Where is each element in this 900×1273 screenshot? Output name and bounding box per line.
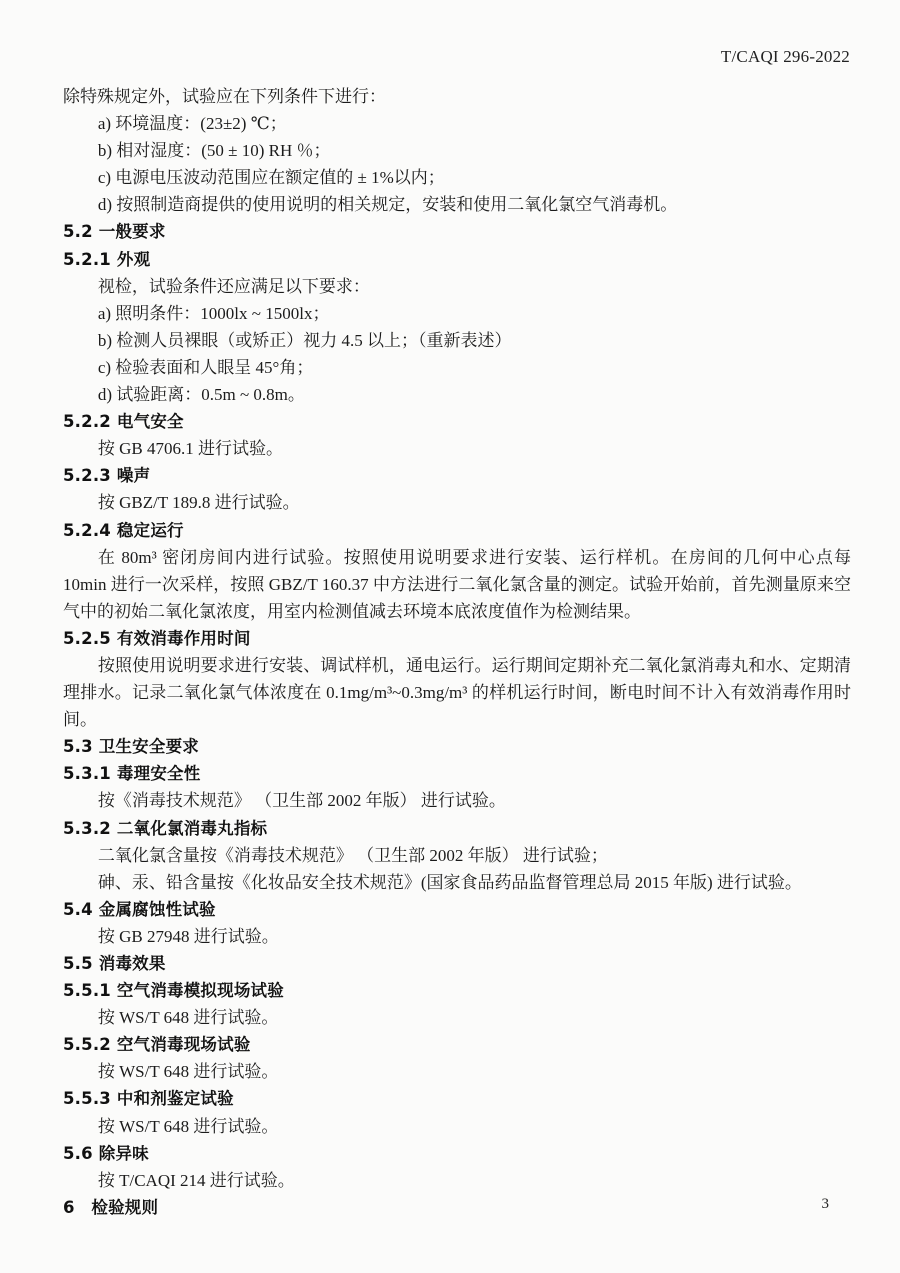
list-item-b: b) 相对湿度：(50 ± 10) RH ％； <box>97 141 331 161</box>
heading-5-5-1: 5.5.1 空气消毒模拟现场试验 <box>63 981 284 1001</box>
paragraph-5-3-2-b: 砷、汞、铅含量按《化妆品安全技术规范》(国家食品药品监督管理总局 2015 年版) 进行试验。 <box>97 872 802 892</box>
heading-6: 6 检验规则 <box>63 1197 159 1217</box>
heading-5-5-3: 5.5.3 中和剂鉴定试验 <box>63 1089 234 1109</box>
paragraph-5-5-2: 按 WS/T 648 进行试验。 <box>97 1062 279 1082</box>
page-number: 3 <box>821 1196 829 1212</box>
list-item-a: a) 照明条件：1000lx ~ 1500lx； <box>97 303 330 323</box>
heading-5-2-2: 5.2.2 电气安全 <box>63 412 184 432</box>
heading-5-3-1: 5.3.1 毒理安全性 <box>63 764 201 784</box>
list-item-c: c) 检验表面和人眼呈 45°角； <box>97 357 314 377</box>
paragraph-5-2-2: 按 GB 4706.1 进行试验。 <box>97 439 283 459</box>
heading-5-5-2: 5.5.2 空气消毒现场试验 <box>63 1035 251 1055</box>
paragraph-5-3-1: 按《消毒技术规范》 （卫生部 2002 年版） 进行试验。 <box>97 791 506 811</box>
list-item-a: a) 环境温度：(23±2) ℃； <box>97 114 287 134</box>
list-item-d: d) 按照制造商提供的使用说明的相关规定，安装和使用二氧化氯空气消毒机。 <box>97 195 678 215</box>
heading-5-2-3: 5.2.3 噪声 <box>63 466 151 486</box>
paragraph-5-5-3: 按 WS/T 648 进行试验。 <box>97 1116 279 1136</box>
standard-number: T/CAQI 296-2022 <box>720 47 850 66</box>
heading-5-3-2: 5.3.2 二氧化氯消毒丸指标 <box>63 818 268 838</box>
list-item-c: c) 电源电压波动范围应在额定值的 ± 1%以内； <box>97 168 445 188</box>
list-item-b: b) 检测人员裸眼（或矫正）视力 4.5 以上；（重新表述） <box>97 330 512 350</box>
heading-5-6: 5.6 除异味 <box>63 1143 149 1163</box>
paragraph-5-5-1: 按 WS/T 648 进行试验。 <box>97 1008 279 1028</box>
heading-5-5: 5.5 消毒效果 <box>63 954 166 973</box>
heading-5-4: 5.4 金属腐蚀性试验 <box>63 899 216 919</box>
list-item-d: d) 试验距离：0.5m ~ 0.8m。 <box>97 385 305 405</box>
heading-5-2-5: 5.2.5 有效消毒作用时间 <box>63 628 251 648</box>
paragraph-intro: 除特殊规定外，试验应在下列条件下进行： <box>63 87 386 106</box>
heading-5-3: 5.3 卫生安全要求 <box>63 737 199 757</box>
heading-5-2-4: 5.2.4 稳定运行 <box>63 520 184 540</box>
paragraph-5-4: 按 GB 27948 进行试验。 <box>97 926 279 946</box>
heading-5-2: 5.2 一般要求 <box>63 222 166 242</box>
heading-5-2-1: 5.2.1 外观 <box>63 249 151 269</box>
paragraph-5-2-3: 按 GBZ/T 189.8 进行试验。 <box>97 493 300 513</box>
paragraph-5-3-2-a: 二氧化氯含量按《消毒技术规范》 （卫生部 2002 年版） 进行试验； <box>97 845 608 865</box>
paragraph-5-2-1: 视检，试验条件还应满足以下要求： <box>97 276 370 296</box>
paragraph-5-2-4: 在 80m³ 密闭房间内进行试验。按照使用说明要求进行安装、运行样机。在房间的几何中心点每 10min 进行一次采样，按照 GBZ/T 160.37 中方法进行二氧化氯含量的测定。试验开始前，首先测量原来空气中的初始二氧化氯浓度，用室内检测值减去环境本底浓度值作为检测结果。 <box>63 547 851 621</box>
document-body <box>63 83 851 1221</box>
paragraph-5-6: 按 T/CAQI 214 进行试验。 <box>97 1170 295 1190</box>
paragraph-5-2-5: 按照使用说明要求进行安装、调试样机，通电运行。运行期间定期补充二氧化氯消毒丸和水、定期清理排水。记录二氧化氯气体浓度在 0.1mg/m³~0.3mg/m³ 的样机运行时间，断电时间不计入有效消毒作用时间。 <box>63 655 851 730</box>
